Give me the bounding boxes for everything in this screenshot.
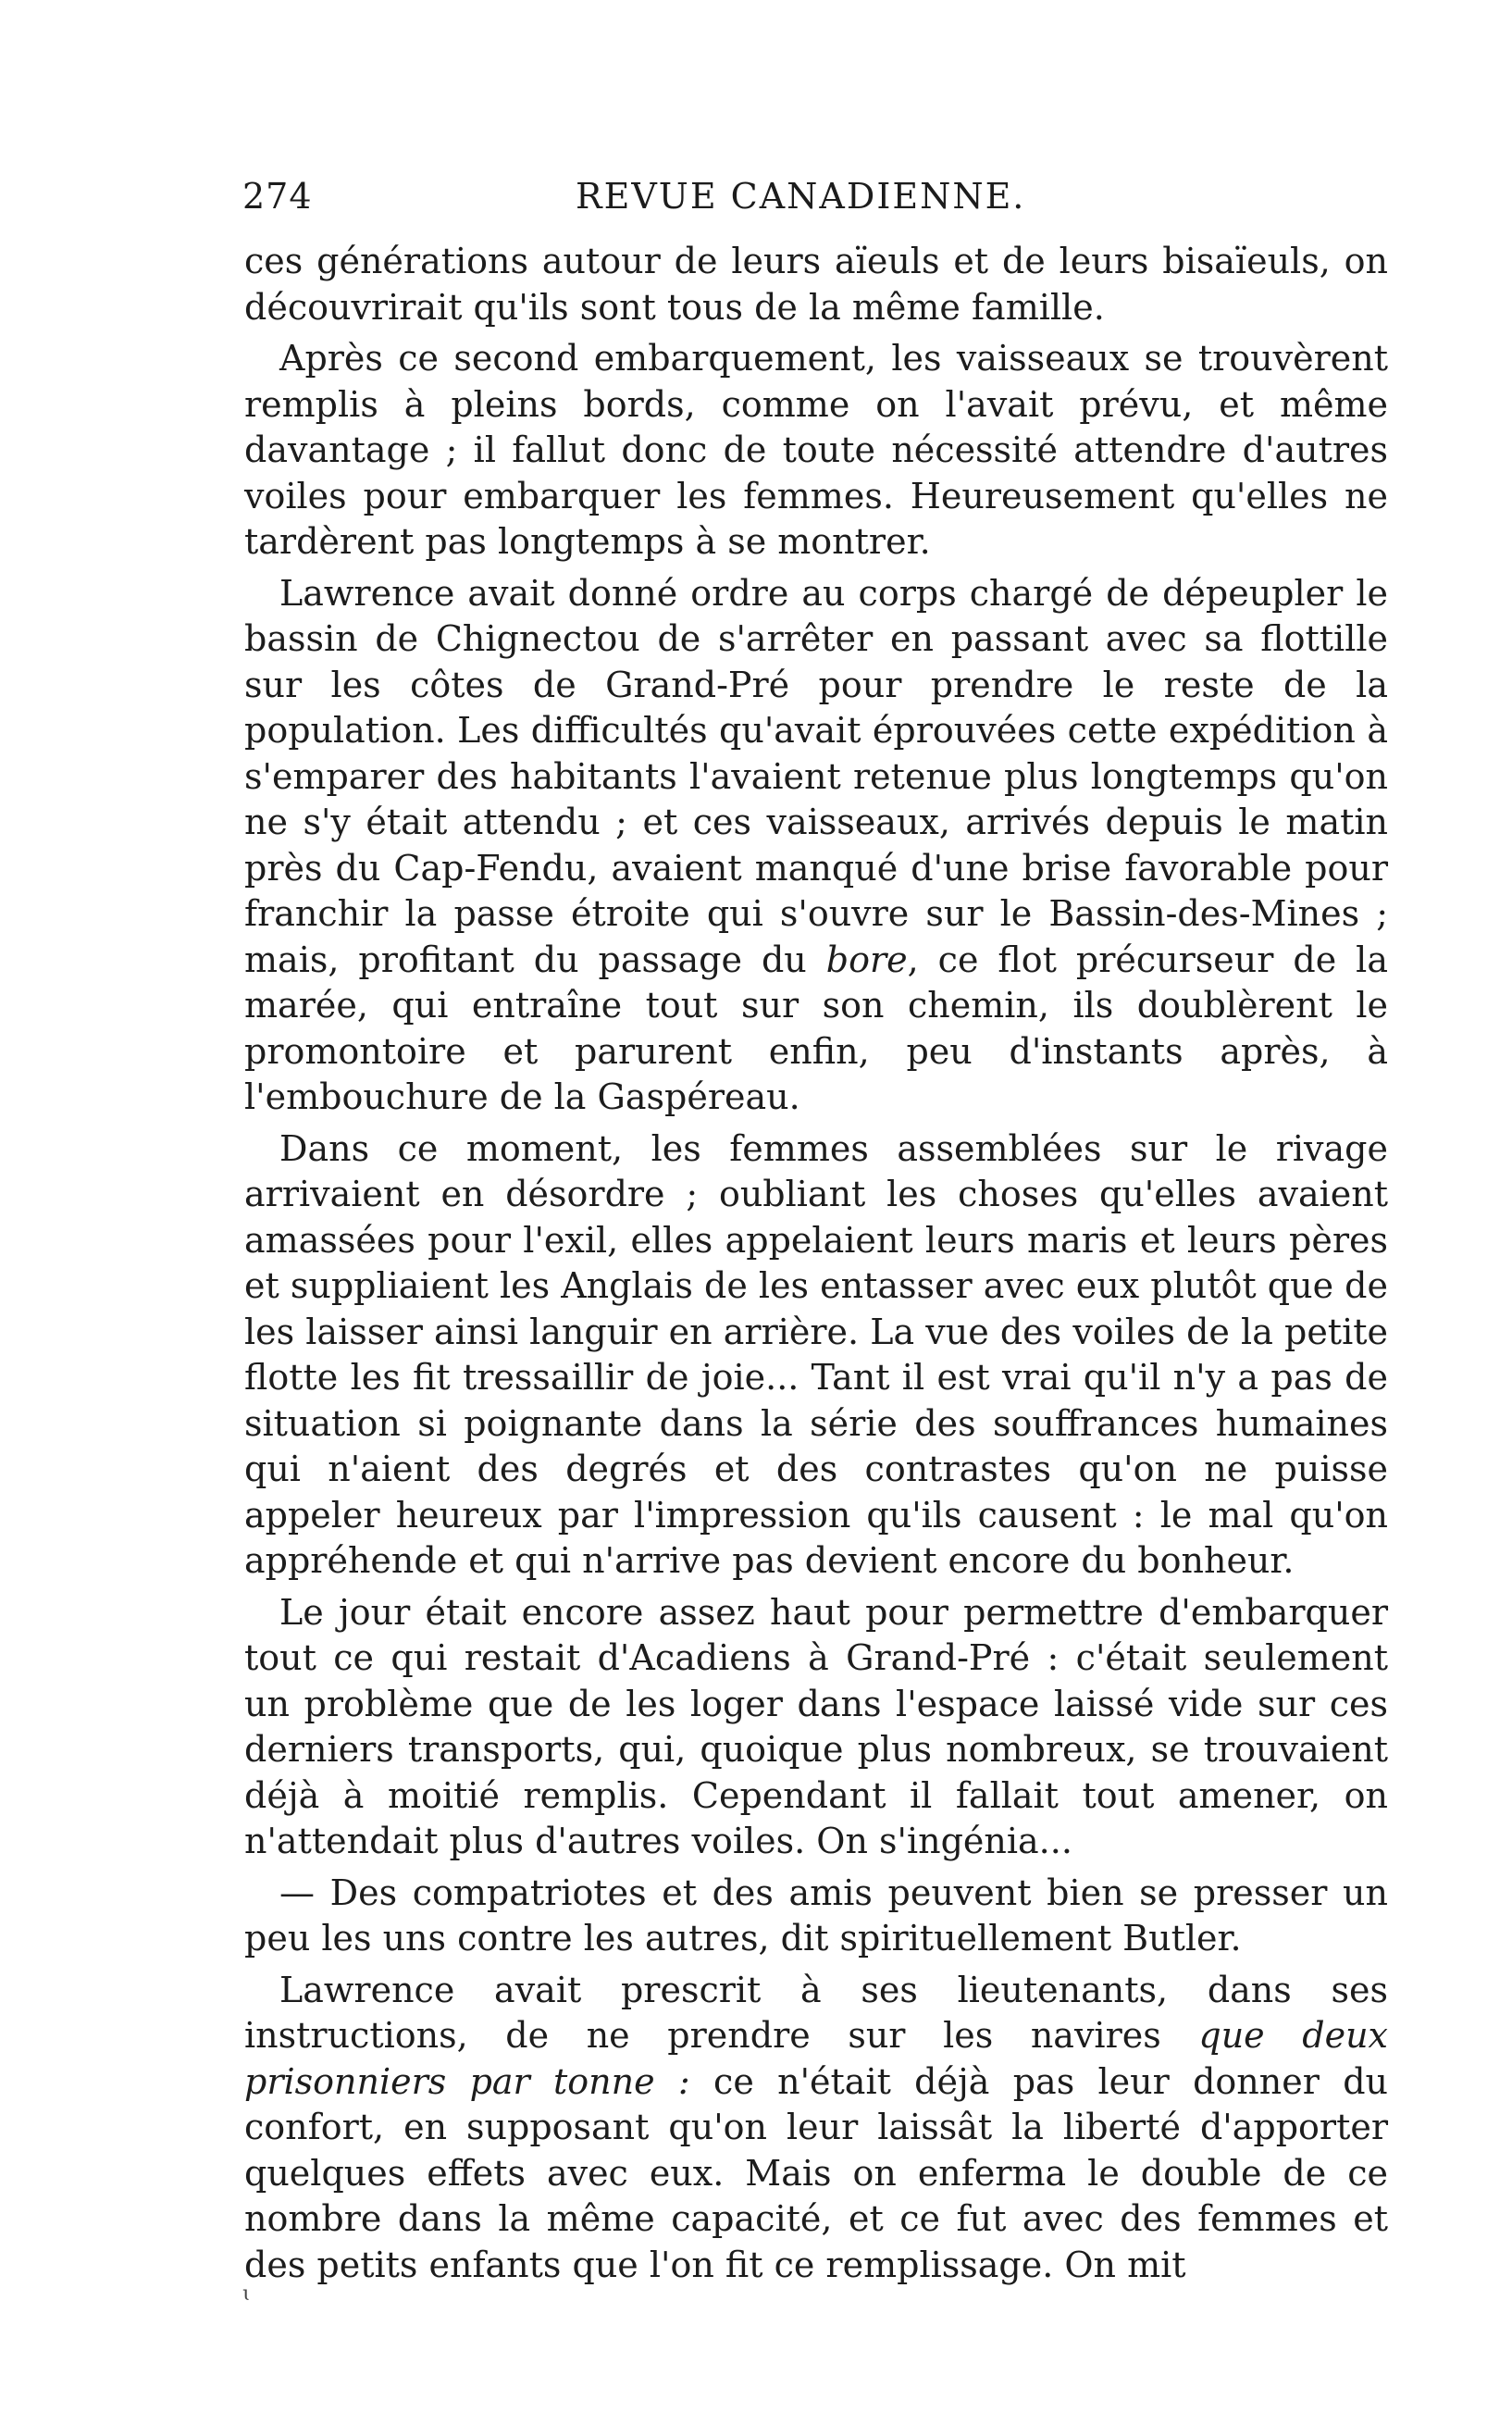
page-number: 274 — [242, 176, 313, 217]
paragraph-2: Après ce second embarquement, les vaisseaux se trouvèrent remplis à pleins bords, comme on l'avait prévu, et même davantage ; il fallut donc de toute nécessité attendre d'autres voiles pour embarquer les femmes. Heureusement qu'elles ne tardèrent pas longtemps à se montrer. — [244, 338, 1388, 562]
paragraph-1: ces générations autour de leurs aïeuls et de leurs bisaïeuls, on découvrirait qu'ils sont tous de la même famille. — [244, 241, 1388, 328]
paragraph-4: Dans ce moment, les femmes assemblées sur le rivage arrivaient en désordre ; oubliant les choses qu'elles avaient amassées pour l'exil, elles appelaient leurs maris et leurs pères et suppliaient les Anglais de les entasser avec eux plutôt que de les laisser ainsi languir en arrière. La vue des voiles de la petite flotte les fit tressaillir de joie... Tant il est vrai qu'il n'y a pas de situation si poignante dans la série des souffrances humaines qui n'aient des degrés et des contrastes qu'on ne puisse appeler heureux par l'impression qu'ils causent : le mal qu'on appréhende et qui n'arrive pas devient encore du bonheur. — [244, 1127, 1388, 1581]
italic-phrase-prisonniers: que deux prisonniers par tonne : — [244, 2015, 1388, 2102]
running-title: REVUE CANADIENNE. — [576, 176, 1026, 217]
paragraph-3: Lawrence avait donné ordre au corps chargé de dépeupler le bassin de Chignectou de s'arrêter en passant avec sa flottille sur les côtes de Grand-Pré pour prendre le reste de la population. Les difficultés qu'avait éprouvées cette expédition à s'emparer des habitants l'avaient retenue plus longtemps qu'on ne s'y était attendu ; et ces vaisseaux, arrivés depuis le matin près du Cap-Fendu, avaient manqué d'une brise favorable pour franchir la passe étroite qui s'ouvre sur le Bassin-des-Mines ; mais, profitant du passage du bore, ce flot précurseur de la marée, qui entraîne tout sur son chemin, ils doublèrent le promontoire et parurent enfin, peu d'instants après, à l'embouchure de la Gaspéreau. — [244, 572, 1388, 1117]
paragraph-7: Lawrence avait prescrit à ses lieutenants, dans ses instructions, de ne prendre sur les navires que deux prisonniers par tonne : ce n'était déjà pas leur donner du confort, en supposant qu'on leur laissât la liberté d'apporter quelques effets avec eux. Mais on enferma le double de ce nombre dans la même capacité, et ce fut avec des femmes et des petits enfants que l'on fit ce remplissage. On mit — [244, 1969, 1388, 2285]
paragraph-5: Le jour était encore assez haut pour permettre d'embarquer tout ce qui restait d'Acadiens à Grand-Pré : c'était seulement un problème que de les loger dans l'espace laissé vide sur ces derniers transports, qui, quoique plus nombreux, se trouvaient déjà à moitié remplis. Cependant il fallait tout amener, on n'attendait plus d'autres voiles. On s'ingénia... — [244, 1591, 1388, 1861]
italic-term-bore: bore — [825, 939, 908, 980]
page-header — [242, 176, 1390, 222]
body-text — [244, 239, 1388, 2294]
stray-print-mark: ɩ — [242, 2282, 251, 2306]
paragraph-6: — Des compatriotes et des amis peuvent bien se presser un peu les uns contre les autres, dit spirituellement Butler. — [244, 1872, 1388, 1959]
